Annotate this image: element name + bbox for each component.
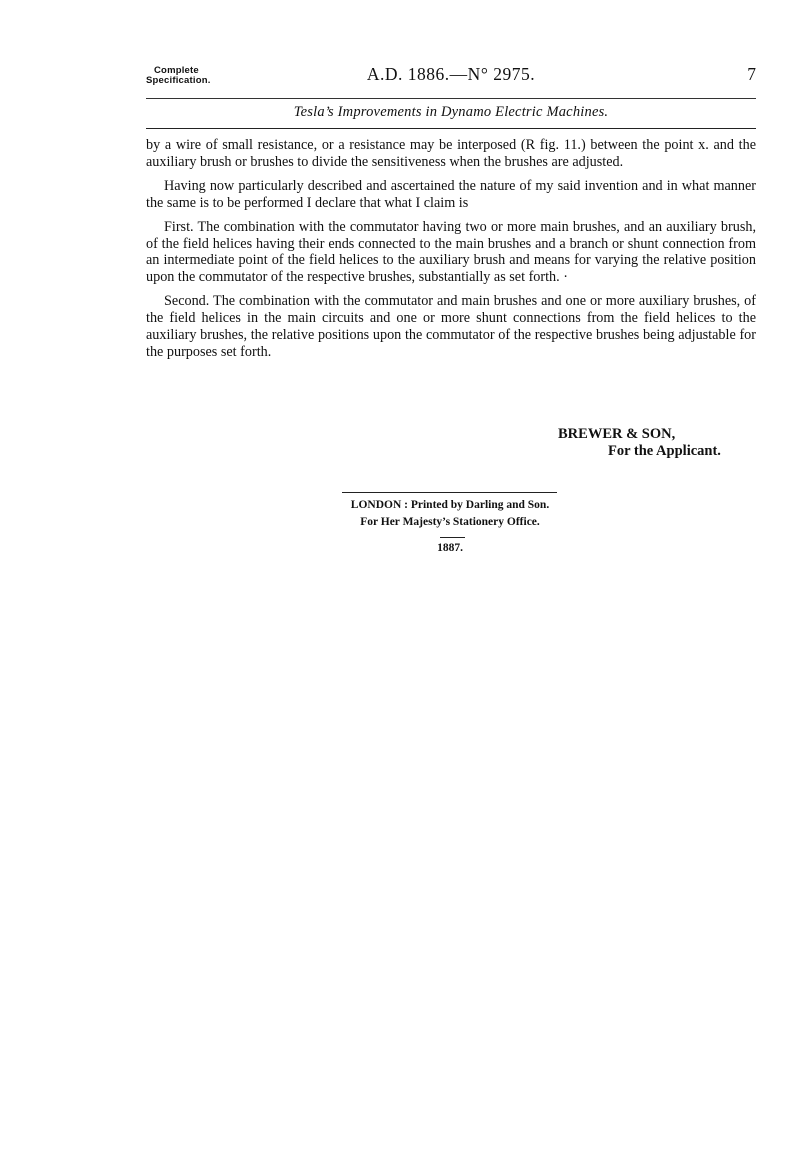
header-rule xyxy=(146,98,756,99)
margin-note-line1: Complete xyxy=(154,65,199,76)
imprint-short-rule xyxy=(440,537,465,538)
document-subtitle: Tesla’s Improvements in Dynamo Electric Machines. xyxy=(293,104,609,120)
margin-note-line2: Specification. xyxy=(146,75,211,86)
paragraph-continuation: by a wire of small resistance, or a resistance may be interposed (R fig. 11.) between the point x. and the auxiliary brush or brushes to divide the sensitiveness when the brushes are adjusted. xyxy=(146,137,756,170)
imprint-rule xyxy=(342,492,557,493)
paragraph-declaration: Having now particularly described and ascertained the nature of my said invention and in what manner the same is to be performed I declare that what I claim is xyxy=(146,177,756,211)
running-title: A.D. 1886.—N° 2975. xyxy=(366,64,536,84)
page-number: 7 xyxy=(747,64,756,84)
paragraph-claim-second: Second. The combination with the commutator and main brushes and one or more auxiliary brushes, of the field helices in the main circuits and one or more shunt connections from the field helices to the auxiliary brushes, the relative positions upon the commutator of the respective brushes being adjustable for the purposes set forth. xyxy=(146,293,756,360)
signature-firm: BREWER & SON, xyxy=(558,426,676,442)
paragraph-claim-first: First. The combination with the commutator having two or more main brushes, and an auxiliary brush, of the field helices having their ends connected to the main brushes and a branch or shunt connection from an intermediate point of the field helices to the auxiliary brush and means for varying the relative position upon the commutator of the respective brushes, substantially as set forth. · xyxy=(146,218,756,286)
subtitle-rule xyxy=(146,128,756,129)
imprint-office: For Her Majesty’s Stationery Office. xyxy=(360,516,540,528)
body-text xyxy=(146,137,756,368)
page-header xyxy=(146,64,756,92)
imprint-printer: LONDON : Printed by Darling and Son. xyxy=(350,499,550,511)
imprint-year: 1887. xyxy=(437,542,463,554)
signature-role: For the Applicant. xyxy=(608,443,721,459)
